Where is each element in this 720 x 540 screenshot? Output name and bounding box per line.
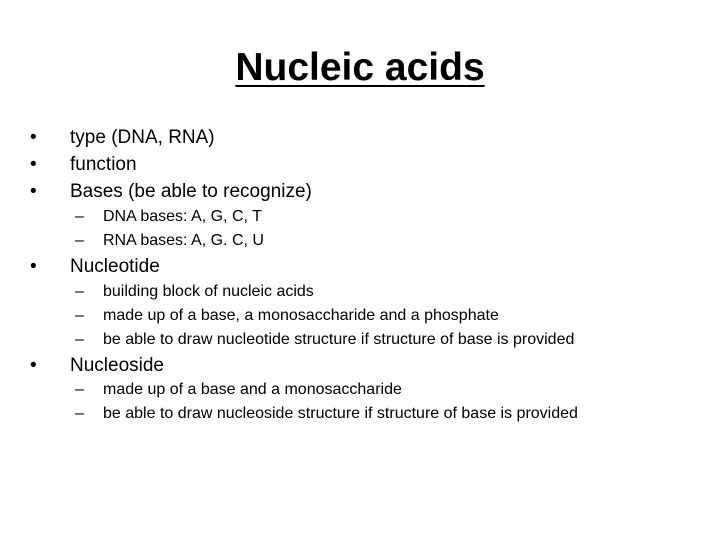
sub-bullet-text: made up of a base, a monosaccharide and a phosphate	[103, 307, 499, 324]
sub-bullet-text: RNA bases: A, G. C, U	[103, 232, 264, 249]
sub-bullet-text: made up of a base and a monosaccharide	[103, 381, 402, 398]
sub-bullet-item	[75, 404, 578, 424]
dash-glyph: –	[75, 405, 84, 422]
bullet-text: function	[70, 154, 137, 175]
bullet-text: Nucleotide	[70, 256, 160, 277]
bullet-glyph: •	[30, 256, 37, 277]
bullet-glyph: •	[30, 181, 37, 202]
bullet-item	[30, 354, 164, 378]
bullet-glyph: •	[30, 154, 37, 175]
bullet-item	[30, 153, 137, 177]
sub-bullet-item	[75, 330, 574, 350]
bullet-text: type (DNA, RNA)	[70, 127, 215, 148]
sub-bullet-item	[75, 380, 402, 400]
bullet-text: Bases (be able to recognize)	[70, 181, 312, 202]
sub-bullet-item	[75, 207, 262, 227]
dash-glyph: –	[75, 307, 84, 324]
dash-glyph: –	[75, 208, 84, 225]
sub-bullet-text: be able to draw nucleoside structure if structure of base is provided	[103, 405, 578, 422]
dash-glyph: –	[75, 331, 84, 348]
sub-bullet-text: DNA bases: A, G, C, T	[103, 208, 262, 225]
dash-glyph: –	[75, 283, 84, 300]
bullet-glyph: •	[30, 355, 37, 376]
dash-glyph: –	[75, 381, 84, 398]
sub-bullet-item	[75, 231, 264, 251]
bullet-text: Nucleoside	[70, 355, 164, 376]
sub-bullet-text: be able to draw nucleotide structure if structure of base is provided	[103, 331, 575, 348]
sub-bullet-text: building block of nucleic acids	[103, 283, 314, 300]
bullet-item	[30, 126, 215, 150]
dash-glyph: –	[75, 232, 84, 249]
sub-bullet-item	[75, 306, 499, 326]
bullet-item	[30, 255, 160, 279]
slide-title-text: Nucleic acids	[235, 46, 485, 89]
bullet-item	[30, 180, 312, 204]
sub-bullet-item	[75, 282, 314, 302]
bullet-glyph: •	[30, 127, 37, 148]
